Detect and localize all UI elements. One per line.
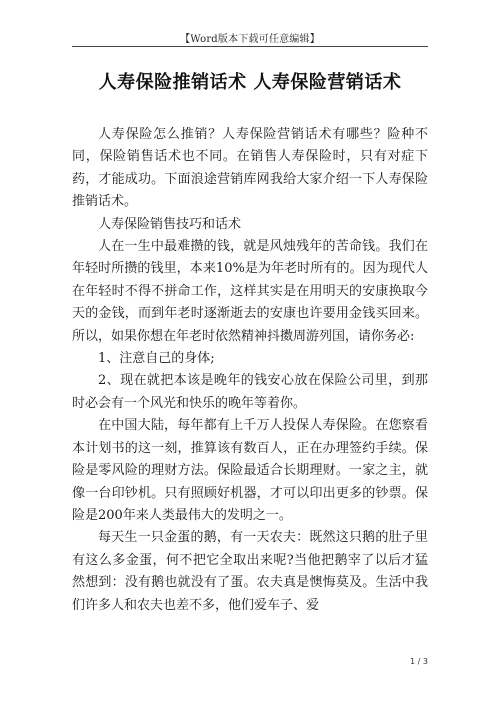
section-heading: 人寿保险销售技巧和话术 <box>98 216 242 232</box>
header-divider <box>72 46 428 47</box>
body-paragraph: 每天生一只金蛋的鹅，有一天农夫：既然这只鹅的肚子里有这么多金蛋，何不把它全取出来呢?当他把鹅宰了以后才猛然想到：没有鹅也就没有了蛋。农夫真是懊悔莫及。生活中我们许多人和农夫也差不多，他们爱车子、爱 <box>72 530 428 613</box>
document-title: 人寿保险推销话术 人寿保险营销话术 <box>98 72 402 93</box>
document-header: 【Word版本下载可任意编辑】 <box>180 34 320 45</box>
body-paragraph: 人在一生中最难攒的钱，就是风烛残年的苦命钱。我们在年轻时所攒的钱里，本来10%是为年老时所有的。因为现代人在年轻时不得不拼命工作，这样其实是在用明天的安康换取今天的金钱，而到年老时逐渐逝去的安康也许要用金钱买回来。所以，如果你想在年老时依然精神抖擞周游列国，请你务必: <box>72 239 428 344</box>
list-item: 2、现在就把本该是晚年的钱安心放在保险公司里，到那时必会有一个风光和快乐的晚年等着你。 <box>72 373 428 411</box>
document-body <box>72 124 428 617</box>
list-item: 1、注意自己的身体; <box>98 351 215 367</box>
body-paragraph: 在中国大陆，每年都有上千万人投保人寿保险。在您察看本计划书的这一刻，推算该有数百人，正在办理签约手续。保险是零风险的理财方法。保险最适合长期理财。一家之主，就像一台印钞机。只有照顾好机器，才可以印出更多的钞票。保险是200年来人类最伟大的发明之一。 <box>72 418 428 523</box>
page-number: 1 / 3 <box>410 657 428 666</box>
intro-paragraph: 人寿保险怎么推销？人寿保险营销话术有哪些？险种不同，保险销售话术也不同。在销售人寿保险时，只有对症下药，才能成功。下面浪途营销库网我给大家介绍一下人寿保险推销话术。 <box>72 127 428 210</box>
